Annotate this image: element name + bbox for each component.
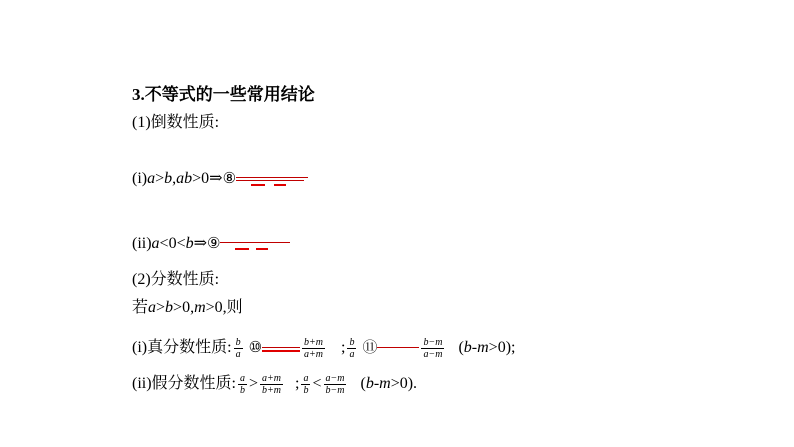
- denominator: a: [349, 348, 355, 360]
- fraction-b-over-a: [347, 337, 356, 360]
- blank-rule: [377, 347, 419, 348]
- numerator: a−m: [325, 372, 345, 384]
- condition-mid: >0,: [173, 299, 195, 316]
- var-b: b: [164, 170, 173, 187]
- denominator: b+m: [262, 384, 282, 396]
- separator: ;: [295, 375, 300, 392]
- blank-dash: [274, 184, 286, 186]
- item-prefix: (i): [132, 170, 148, 187]
- blank-rule: [262, 347, 300, 348]
- var-b: b: [165, 299, 174, 316]
- fraction-a-minus-m-over-b-minus-m: [324, 373, 347, 396]
- denominator: a+m: [304, 348, 323, 360]
- blank-rule: [236, 177, 308, 178]
- fraction-a-over-b: [238, 373, 247, 396]
- circled-marker-11: ⑪: [362, 338, 378, 356]
- item-prefix: (ii): [132, 235, 152, 252]
- denominator: b: [303, 384, 309, 396]
- gt-sign: >: [156, 299, 166, 316]
- fraction-b-minus-m-over-a-minus-m: [421, 337, 444, 360]
- improper-fraction-line: [132, 371, 417, 397]
- fraction-title-text: (2)分数性质:: [132, 271, 220, 288]
- implies-arrow: ⇒: [193, 235, 207, 252]
- circled-marker-9: ⑨: [207, 234, 221, 252]
- condition-var: b-m: [365, 375, 391, 392]
- var-m: m: [194, 299, 206, 316]
- section-heading: [132, 85, 315, 105]
- proper-fraction-line: [132, 334, 515, 361]
- numerator: b−m: [423, 336, 443, 348]
- fraction-a-plus-m-over-b-plus-m: [260, 373, 283, 396]
- circled-marker-10: ⑩: [248, 338, 263, 356]
- denominator: b−m: [325, 384, 345, 396]
- reciprocal-title-text: (1)倒数性质:: [132, 114, 220, 131]
- var-a: a: [147, 170, 156, 187]
- condition-close: >0);: [488, 339, 516, 356]
- gt-sign: >: [249, 375, 259, 392]
- proper-fraction-label: (i)真分数性质:: [132, 339, 232, 356]
- numerator: b: [235, 336, 241, 348]
- condition-text: <0<: [159, 235, 186, 252]
- condition-pre: 若: [132, 299, 149, 316]
- numerator: a: [303, 372, 309, 384]
- var-b: b: [185, 235, 194, 252]
- gt-sign: >: [155, 170, 165, 187]
- blank-rule: [236, 180, 304, 181]
- section-heading-text: 3.不等式的一些常用结论: [132, 85, 315, 104]
- numerator: b+m: [304, 336, 323, 348]
- fraction-condition: [132, 298, 243, 318]
- reciprocal-item-2: [132, 232, 292, 254]
- reciprocal-item-1: [132, 167, 308, 189]
- numerator: b: [349, 336, 355, 348]
- condition-open: (: [360, 375, 366, 392]
- blank-rule: [220, 242, 290, 243]
- comma: ,: [172, 170, 177, 187]
- fraction-a-over-b: [301, 373, 310, 396]
- condition-var: b-m: [463, 339, 489, 356]
- var-a: a: [148, 299, 157, 316]
- answer-blank-10: [262, 336, 300, 352]
- blank-dash: [262, 350, 300, 352]
- reciprocal-title: [132, 113, 219, 133]
- fraction-b-over-a: [234, 337, 243, 360]
- fraction-title: [132, 270, 219, 290]
- answer-blank-9: [220, 232, 292, 248]
- answer-blank-11: [377, 336, 419, 352]
- circled-marker-8: ⑧: [222, 169, 237, 187]
- fraction-b-plus-m-over-a-plus-m: [302, 337, 325, 360]
- lt-sign: <: [312, 375, 322, 392]
- numerator: a: [240, 372, 245, 384]
- blank-dash: [251, 184, 265, 186]
- condition-text: >0⇒: [192, 170, 223, 187]
- var-a: a: [151, 235, 160, 252]
- var-ab: ab: [176, 170, 193, 187]
- answer-blank-8: [236, 167, 308, 183]
- denominator: b: [240, 384, 245, 396]
- condition-post: >0,则: [205, 299, 243, 316]
- separator: ;: [341, 339, 346, 356]
- blank-dash: [256, 248, 268, 250]
- denominator: a−m: [423, 348, 443, 360]
- condition-open: (: [458, 339, 464, 356]
- blank-dash: [235, 248, 249, 250]
- numerator: a+m: [262, 372, 282, 384]
- denominator: a: [235, 348, 241, 360]
- improper-fraction-label: (ii)假分数性质:: [132, 375, 236, 392]
- condition-close: >0).: [390, 375, 418, 392]
